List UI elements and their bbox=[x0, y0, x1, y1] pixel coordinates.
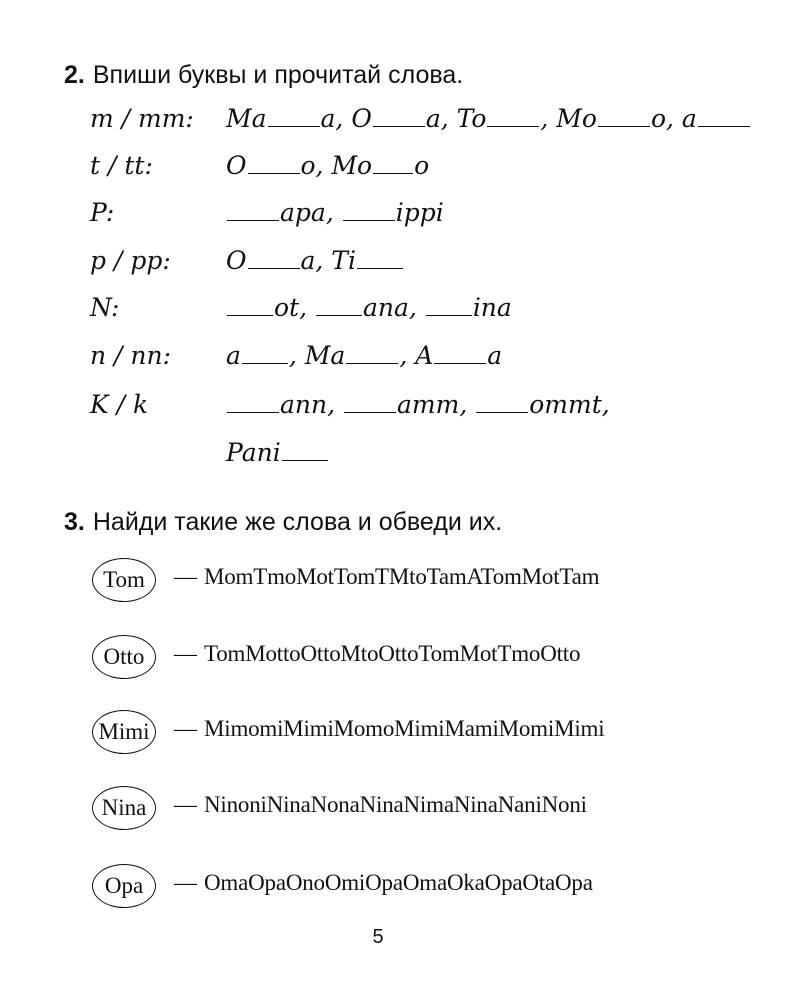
fill-in-blank[interactable] bbox=[373, 155, 413, 174]
row-words bbox=[226, 104, 751, 134]
match-row bbox=[92, 635, 712, 681]
word-segment: a, O bbox=[320, 104, 372, 133]
row-label: K / k bbox=[90, 390, 149, 419]
fill-in-blank[interactable] bbox=[268, 108, 320, 127]
task-3-number: 3. bbox=[64, 508, 85, 536]
word-segment: O bbox=[226, 246, 247, 275]
target-word-circled: Otto bbox=[92, 635, 156, 679]
target-word-circled: Mimi bbox=[92, 710, 156, 754]
word-segment: o, Mo bbox=[300, 151, 373, 180]
row-words bbox=[226, 438, 329, 468]
target-word-circled: Nina bbox=[92, 786, 156, 830]
word-segment: Pani bbox=[226, 438, 281, 467]
word-segment: a, Ti bbox=[300, 246, 356, 275]
word-segment: Ma bbox=[226, 104, 267, 133]
match-row bbox=[92, 864, 712, 910]
task-2-heading bbox=[64, 60, 463, 90]
word-segment: , A bbox=[399, 341, 434, 370]
word-segment: , Ma bbox=[288, 341, 346, 370]
fill-in-blank[interactable] bbox=[242, 345, 288, 364]
row-words bbox=[226, 390, 610, 420]
word-segment: ommt, bbox=[529, 390, 610, 419]
dash: — bbox=[174, 641, 197, 666]
word-segment: , Mo bbox=[540, 104, 597, 133]
word-segment: o, a bbox=[650, 104, 697, 133]
dash: — bbox=[174, 870, 197, 895]
fill-in-blank[interactable] bbox=[487, 108, 539, 127]
target-word-circled: Opa bbox=[92, 864, 156, 908]
fill-in-blank[interactable] bbox=[227, 202, 279, 221]
row-words bbox=[226, 246, 404, 276]
fill-in-blank[interactable] bbox=[434, 345, 486, 364]
fill-in-blank[interactable] bbox=[227, 394, 279, 413]
row-words bbox=[226, 341, 502, 371]
target-word-circled: Tom bbox=[92, 558, 156, 602]
word-segment: amm, bbox=[397, 390, 476, 419]
fill-in-blank[interactable] bbox=[282, 442, 328, 461]
letter-string[interactable]: OmaOpaOnoOmiOpaOmaOkaOpaOtaOpa bbox=[204, 870, 593, 895]
fill-in-blank[interactable] bbox=[344, 394, 396, 413]
match-row bbox=[92, 786, 712, 832]
fill-in-blank[interactable] bbox=[248, 250, 300, 269]
fill-in-blank[interactable] bbox=[426, 297, 472, 316]
row-label: t / tt: bbox=[90, 151, 153, 180]
letter-string[interactable]: TomMottoOttoMtoOttoTomMotTmoOtto bbox=[204, 641, 581, 666]
letter-string[interactable]: MimomiMimiMomoMimiMamiMomiMimi bbox=[204, 716, 605, 741]
fill-in-blank[interactable] bbox=[698, 108, 750, 127]
match-row bbox=[92, 710, 712, 756]
word-segment: o bbox=[414, 151, 430, 180]
word-segment: O bbox=[226, 151, 247, 180]
row-words bbox=[226, 198, 444, 228]
letter-string[interactable]: MomTmoMotTomTMtoTamATomMotTam bbox=[204, 564, 600, 589]
word-segment: ina bbox=[472, 293, 512, 322]
fill-in-blank[interactable] bbox=[346, 345, 398, 364]
word-segment: ann, bbox=[280, 390, 344, 419]
row-label: P: bbox=[90, 198, 115, 227]
row-words bbox=[226, 293, 512, 323]
fill-in-blank[interactable] bbox=[343, 202, 395, 221]
fill-in-blank[interactable] bbox=[227, 297, 273, 316]
task-3-title: Найди такие же слова и обведи их. bbox=[92, 508, 503, 536]
dash: — bbox=[174, 564, 197, 589]
page-number: 5 bbox=[372, 926, 384, 948]
word-segment: ot, bbox=[274, 293, 315, 322]
row-words bbox=[226, 151, 429, 181]
fill-in-blank[interactable] bbox=[373, 108, 425, 127]
task-2-number: 2. bbox=[64, 61, 85, 89]
word-segment: ana, bbox=[363, 293, 425, 322]
word-segment: a bbox=[226, 341, 241, 370]
word-segment: a bbox=[487, 341, 503, 370]
task-3-heading bbox=[64, 507, 502, 537]
fill-in-blank[interactable] bbox=[598, 108, 650, 127]
word-segment: apa, bbox=[280, 198, 342, 227]
word-segment: ippi bbox=[395, 198, 444, 227]
fill-in-blank[interactable] bbox=[316, 297, 362, 316]
fill-in-blank[interactable] bbox=[248, 155, 300, 174]
task-2-title: Впиши буквы и прочитай слова. bbox=[92, 61, 464, 89]
fill-in-blank[interactable] bbox=[476, 394, 528, 413]
dash: — bbox=[174, 792, 197, 817]
fill-in-blank[interactable] bbox=[357, 250, 403, 269]
dash: — bbox=[174, 716, 197, 741]
letter-string[interactable]: NinoniNinaNonaNinaNimaNinaNaniNoni bbox=[204, 792, 587, 817]
row-label: p / pp: bbox=[90, 246, 171, 275]
row-label: N: bbox=[90, 293, 120, 322]
match-row bbox=[92, 558, 712, 604]
row-label: n / nn: bbox=[90, 341, 172, 370]
word-segment: a, To bbox=[425, 104, 487, 133]
row-label: m / mm: bbox=[90, 104, 194, 133]
